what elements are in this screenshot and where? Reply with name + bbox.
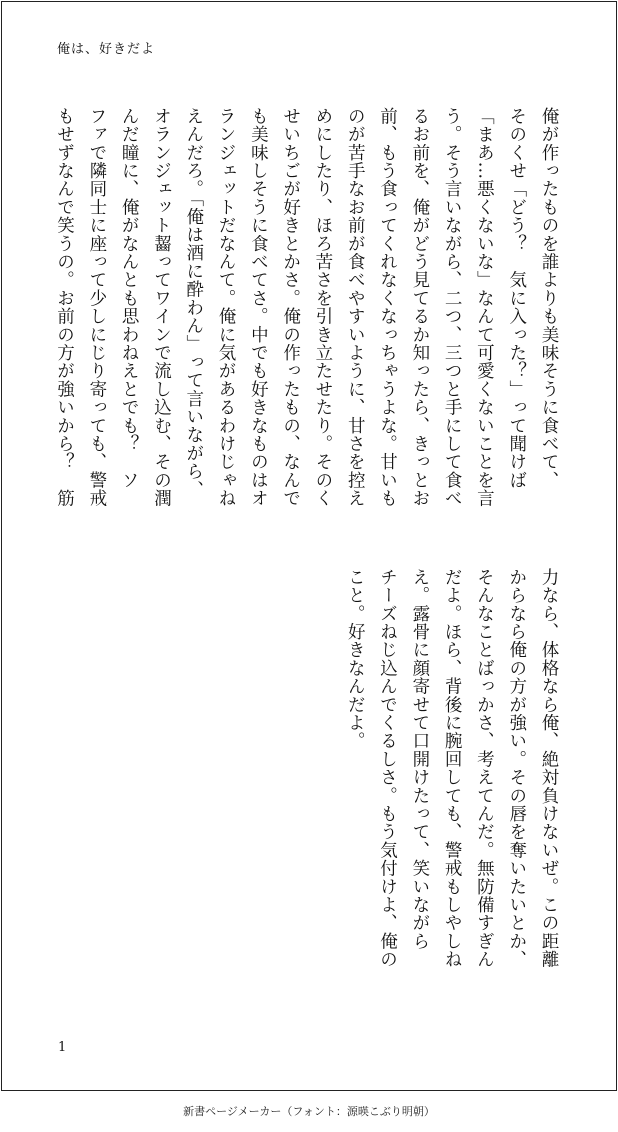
footer-credit: 新書ページメーカー（フォント：源暎こぶり明朝） xyxy=(183,1105,435,1118)
body-text-lower-block: 力なら、体格なら俺、絶対負けないぜ。この距離 からなら俺の方が強い。その唇を奪いたいとか、 そんなことばっかさ、考えてんだ。無防備すぎん だよ。ほら、背後に腕回しても、警戒もしやしね え。露骨に顔寄せて口開けたって、笑いながら チーズねじ込んでくるしさ。もう気付けよ、俺の こと。好きなんだよ。 xyxy=(345,568,559,969)
manuscript-page xyxy=(1,1,617,1091)
body-text-upper-block: 俺が作ったものを誰よりも美味そうに食べて、 そのくせ「どう？ 気に入った？」って聞けば 「まあ…悪くないな」なんて可愛くないことを言 う。そう言いながら、二つ、三つと手にして食べ るお前を、俺がどう見てるか知ったら、きっとお 前、もう食ってくれなくなっちゃうよな。甘いも のが苦手なお前が食べやすいように、甘さを控え めにしたり、ほろ苦さを引き立たせたり。そのく せいちごが好きとかさ。俺の作ったもの、なんで も美味しそうに食べてさ。中でも好きなものはオ ランジェットだなんて。俺に気があるわけじゃね えんだろ。「俺は酒に酔わん」って言いながら、 オランジェット齧ってワインで流し込む、その潤 んだ瞳に、俺がなんとも思わねえとでも？ ソ ファで隣同士に座って少しにじり寄っても、警戒 もせずなんで笑うの。お前の方が強いから？ 筋 xyxy=(54,107,559,508)
page-number: 1 xyxy=(58,1040,67,1055)
page-title: 俺は、好きだよ xyxy=(57,42,156,57)
